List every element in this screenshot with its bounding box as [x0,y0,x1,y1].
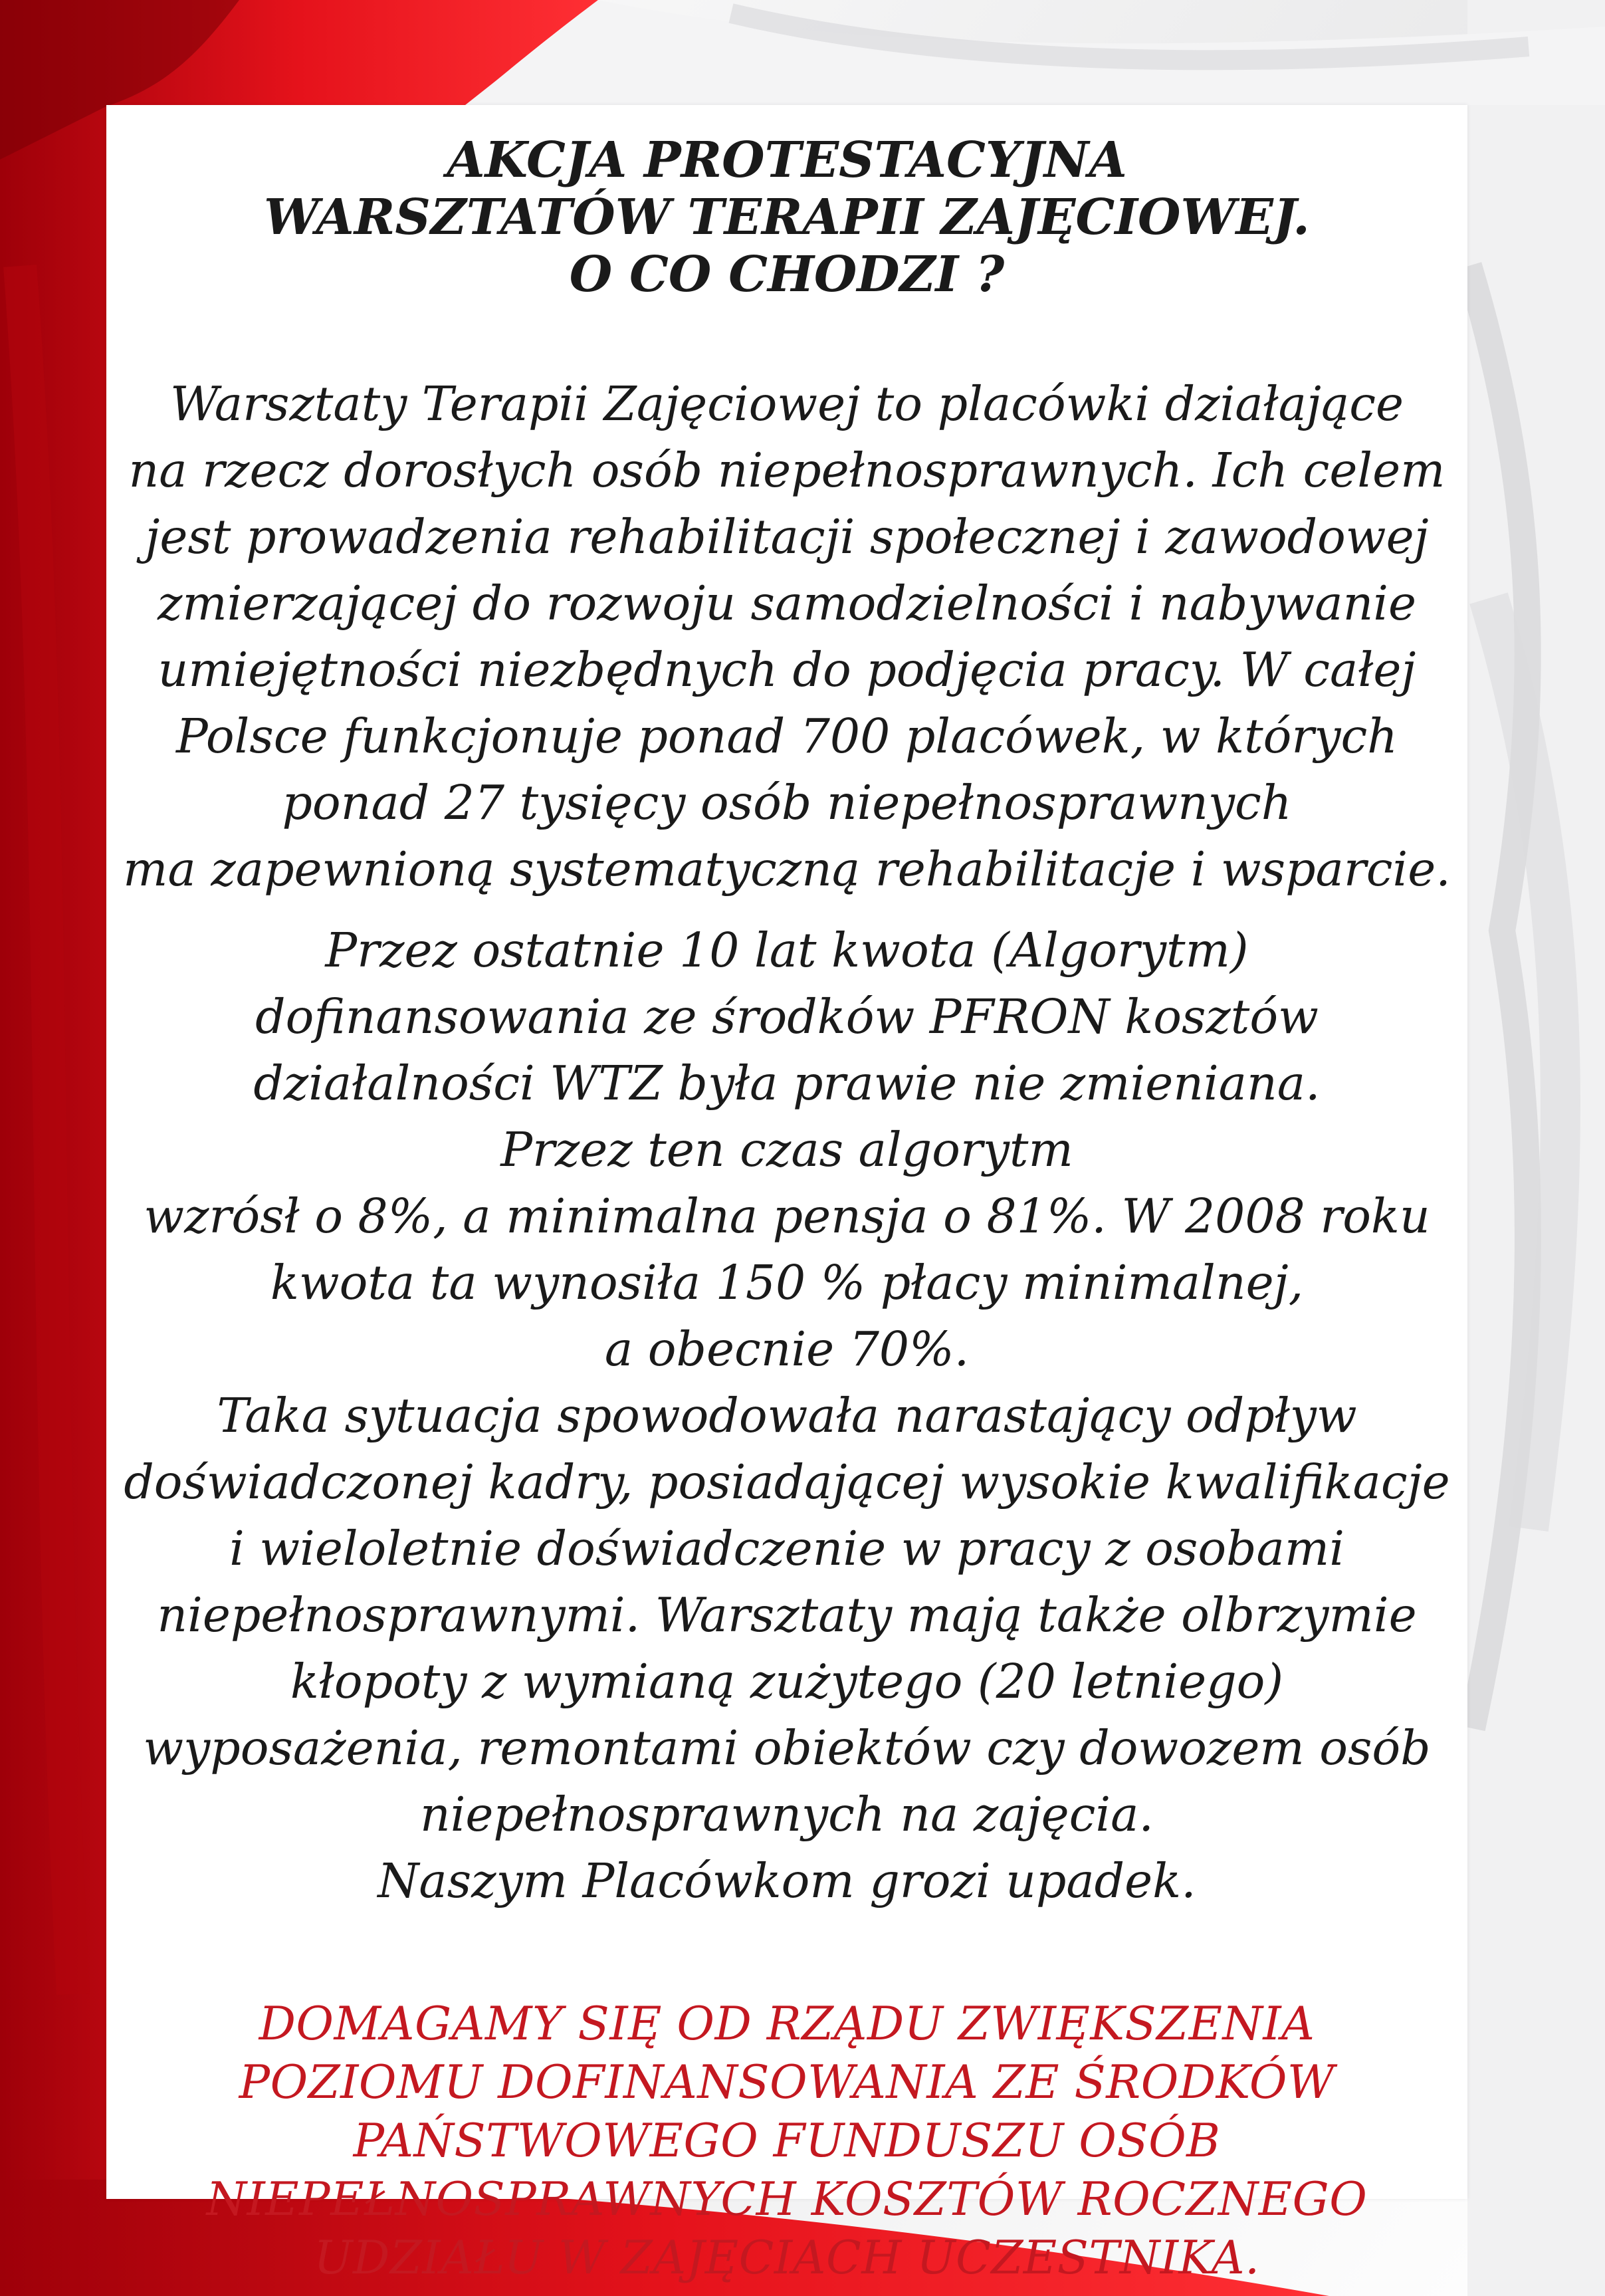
paragraph-line: i wieloletnie doświadczenie w pracy z osobami [229,1521,1344,1576]
paragraph-line: doświadczonej kadry, posiadającej wysokie kwalifikacje [124,1454,1450,1510]
paragraph-line: wzrósł o 8%, a minimalna pensja o 81%. W 2008 roku [144,1189,1430,1244]
demand-statement [106,1995,1467,2287]
paragraph-line: Naszym Placówkom grozi upadek. [377,1853,1196,1908]
demand-line: DOMAGAMY SIĘ OD RZĄDU ZWIĘKSZENIA [259,1998,1315,2051]
paragraph-funding [106,917,1467,1914]
paragraph-line: Taka sytuacja spowodowała narastający odpływ [217,1388,1357,1443]
title-line: O CO CHODZI ? [569,246,1005,303]
paragraph-line: umiejętności niezbędnych do podjęcia pracy. W całej [158,642,1416,697]
demand-line: NIEPEŁNOSPRAWNYCH KOSZTÓW ROCZNEGO [206,2173,1368,2226]
paragraph-line: Przez ten czas algorytm [500,1122,1073,1177]
paragraph-line: jest prowadzenia rehabilitacji społecznej i zawodowej [145,509,1429,564]
paragraph-line: niepełnosprawnych na zajęcia. [419,1787,1154,1842]
paragraph-line: a obecnie 70%. [604,1321,970,1377]
paragraph-intro [106,371,1467,903]
paragraph-line: ma zapewnioną systematyczną rehabilitacje i wsparcie. [123,842,1451,897]
text-panel [106,105,1467,2285]
demand-line: POZIOMU DOFINANSOWANIA ZE ŚRODKÓW [239,2056,1335,2109]
page-title [106,132,1467,303]
paragraph-line: Warsztaty Terapii Zajęciowej to placówki działające [169,376,1404,431]
paragraph-line: Polsce funkcjonuje ponad 700 placówek, w których [176,709,1398,764]
paragraph-line: ponad 27 tysięcy osób niepełnosprawnych [282,775,1292,830]
paragraph-line: kwota ta wynosiła 150 % płacy minimalnej, [270,1255,1304,1310]
title-line: WARSZTATÓW TERAPII ZAJĘCIOWEJ. [264,189,1310,246]
title-line: AKCJA PROTESTACYJNA [447,132,1127,189]
paragraph-line: wyposażenia, remontami obiektów czy dowozem osób [143,1720,1431,1776]
paragraph-line: niepełnosprawnymi. Warsztaty mają także olbrzymie [157,1587,1417,1643]
paragraph-line: zmierzającej do rozwoju samodzielności i nabywanie [157,576,1417,631]
paragraph-line: Przez ostatnie 10 lat kwota (Algorytm) [325,923,1249,978]
paragraph-line: dofinansowania ze środków PFRON kosztów [255,989,1319,1044]
paragraph-line: działalności WTZ była prawie nie zmieniana. [253,1056,1321,1111]
demand-line: PAŃSTWOWEGO FUNDUSZU OSÓB [353,2115,1221,2168]
demand-line: UDZIAŁU W ZAJĘCIACH UCZESTNIKA. [314,2232,1260,2285]
paragraph-line: na rzecz dorosłych osób niepełnosprawnych. Ich celem [128,443,1445,498]
paragraph-line: kłopoty z wymianą zużytego (20 letniego) [290,1654,1284,1709]
